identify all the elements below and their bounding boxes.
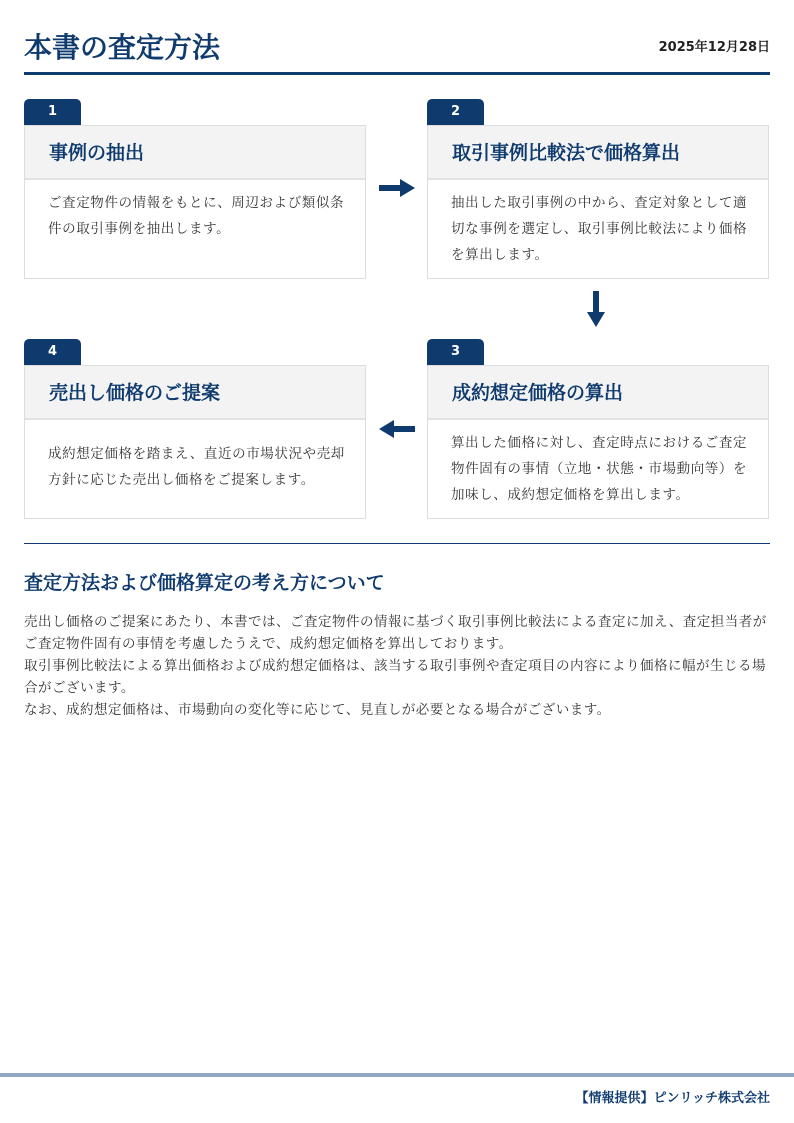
section-paragraph: 売出し価格のご提案にあたり、本書では、ご査定物件の情報に基づく取引事例比較法による査定に加え、査定担当者がご査定物件固有の事情を考慮したうえで、成約想定価格を算出しております。 [24,614,767,652]
step-card [24,125,366,279]
step-number-badge: 4 [24,339,81,365]
page-date: 2025年12月28日 [658,40,770,55]
step-number-badge: 3 [427,339,484,365]
footer-provider: 【情報提供】ピンリッチ株式会社 [575,1091,770,1106]
step-number-badge: 1 [24,99,81,125]
step-description: 算出した価格に対し、査定時点におけるご査定物件固有の事情（立地・状態・市場動向等）を加味し、成約想定価格を算出します。 [451,435,748,503]
arrow-down-icon [586,291,606,331]
step-title: 成約想定価格の算出 [428,366,768,420]
section-body [24,611,774,721]
section-paragraph: なお、成約想定価格は、市場動向の変化等に応じて、見直しが必要となる場合がございます。 [24,702,611,718]
step-number-badge: 2 [427,99,484,125]
arrow-right-icon [379,178,415,202]
step-card [24,365,366,519]
step-title: 事例の抽出 [25,126,365,180]
step-title: 取引事例比較法で価格算出 [428,126,768,180]
footer-bar [0,1073,794,1077]
step-card [427,125,769,279]
step-title: 売出し価格のご提案 [25,366,365,420]
step-description: ご査定物件の情報をもとに、周辺および類似条件の取引事例を抽出します。 [48,195,345,237]
section-paragraph: 取引事例比較法による算出価格および成約想定価格は、該当する取引事例や査定項目の内容により価格に幅が生じる場合がございます。 [24,658,766,696]
section-title: 査定方法および価格算定の考え方について [24,572,385,594]
step-description: 抽出した取引事例の中から、査定対象として適切な事例を選定し、取引事例比較法により価格を算出します。 [451,195,748,263]
arrow-left-icon [379,419,415,443]
page-header [24,24,770,75]
step-description: 成約想定価格を踏まえ、直近の市場状況や売却方針に応じた売出し価格をご提案します。 [48,446,345,488]
section-divider [24,543,770,544]
page-title: 本書の査定方法 [24,31,221,64]
step-card [427,365,769,519]
